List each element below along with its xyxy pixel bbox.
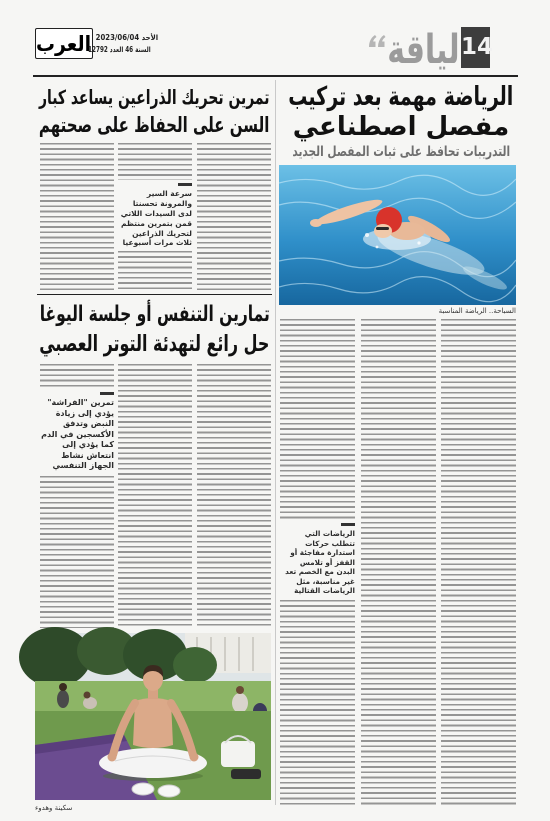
main-headline-line-1-text: الرياضة مهمة بعد تركيب — [288, 82, 514, 112]
article-divider — [37, 294, 272, 295]
main-headline-line-1 — [286, 82, 516, 112]
arms-pull-quote: سرعة السير والمرونة تحسنتا لدى السيدات اللاتي قمن بتمرين منتظم لتحريك الذراعين ثلاث مرات أسبوعيا — [118, 183, 192, 248]
body-text-column — [280, 600, 355, 805]
newspaper-logo — [35, 28, 93, 59]
breathing-headline-line-2-text: حل رائع لتهدئة التوتر العصبي — [39, 331, 270, 357]
main-subheadline-text: التدريبات تحافظ على ثبات المفصل الجديد — [292, 144, 510, 160]
body-text-column — [118, 364, 192, 628]
issue-number — [88, 44, 161, 55]
main-headline-line-2-text: مفصل اصطناعي — [292, 112, 510, 142]
section-title-text: لياقة — [386, 27, 460, 73]
main-pull-quote: الرياضات التي تتطلب حركات استدارة مفاجئة أو القفز أو تلامس البدن مع الخصم تعد غير مناسبة، مثل الرياضات القتالية — [280, 523, 355, 596]
column-separator — [275, 80, 276, 805]
swimmer-photo — [279, 165, 516, 305]
main-subheadline — [290, 143, 512, 161]
yoga-photo — [35, 633, 271, 800]
body-text-column — [197, 143, 271, 290]
arms-headline-line-2-text: السن على الحفاظ على صحتهم — [39, 113, 270, 137]
body-text-column — [280, 319, 355, 519]
newspaper-logo-text: العرب — [36, 31, 92, 56]
issue-number-text: السنة 46 العدد 12792 — [88, 45, 151, 54]
body-text-column — [40, 364, 114, 389]
arms-headline-line-2 — [37, 111, 272, 139]
body-text-column — [118, 143, 192, 180]
issue-date — [97, 32, 161, 43]
issue-date-text: الأحد 2023/06/04 — [95, 33, 159, 42]
body-text-column — [361, 319, 436, 805]
breathing-pull-quote: تمرين "الفراشة" يؤدي إلى زيادة النبض وتدفق الأكسجين في الدم كما يؤدي إلى انتعاش نشاط الجهاز التنفسي — [40, 392, 114, 472]
body-text-column — [40, 143, 114, 290]
page-number: 14 — [461, 27, 490, 68]
body-text-column — [441, 319, 516, 805]
body-text-column — [40, 476, 114, 628]
breathing-headline-line-1-text: تمارين التنفس أو جلسة اليوغا — [39, 301, 270, 327]
body-text-column — [118, 251, 192, 290]
arms-headline-line-1 — [37, 83, 272, 111]
yoga-photo-caption: سكينة وهدوء — [35, 804, 73, 812]
main-photo-caption: السباحة.. الرياضة المناسبة — [438, 307, 516, 315]
arms-headline-line-1-text: تمرين تحريك الذراعين يساعد كبار — [39, 85, 270, 109]
header-rule — [33, 75, 518, 77]
breathing-headline-line-2 — [37, 329, 272, 359]
body-text-column — [197, 364, 271, 628]
breathing-headline-line-1 — [37, 299, 272, 329]
section-title — [386, 26, 460, 74]
quote-icon — [367, 33, 387, 49]
main-headline-line-2 — [286, 112, 516, 142]
